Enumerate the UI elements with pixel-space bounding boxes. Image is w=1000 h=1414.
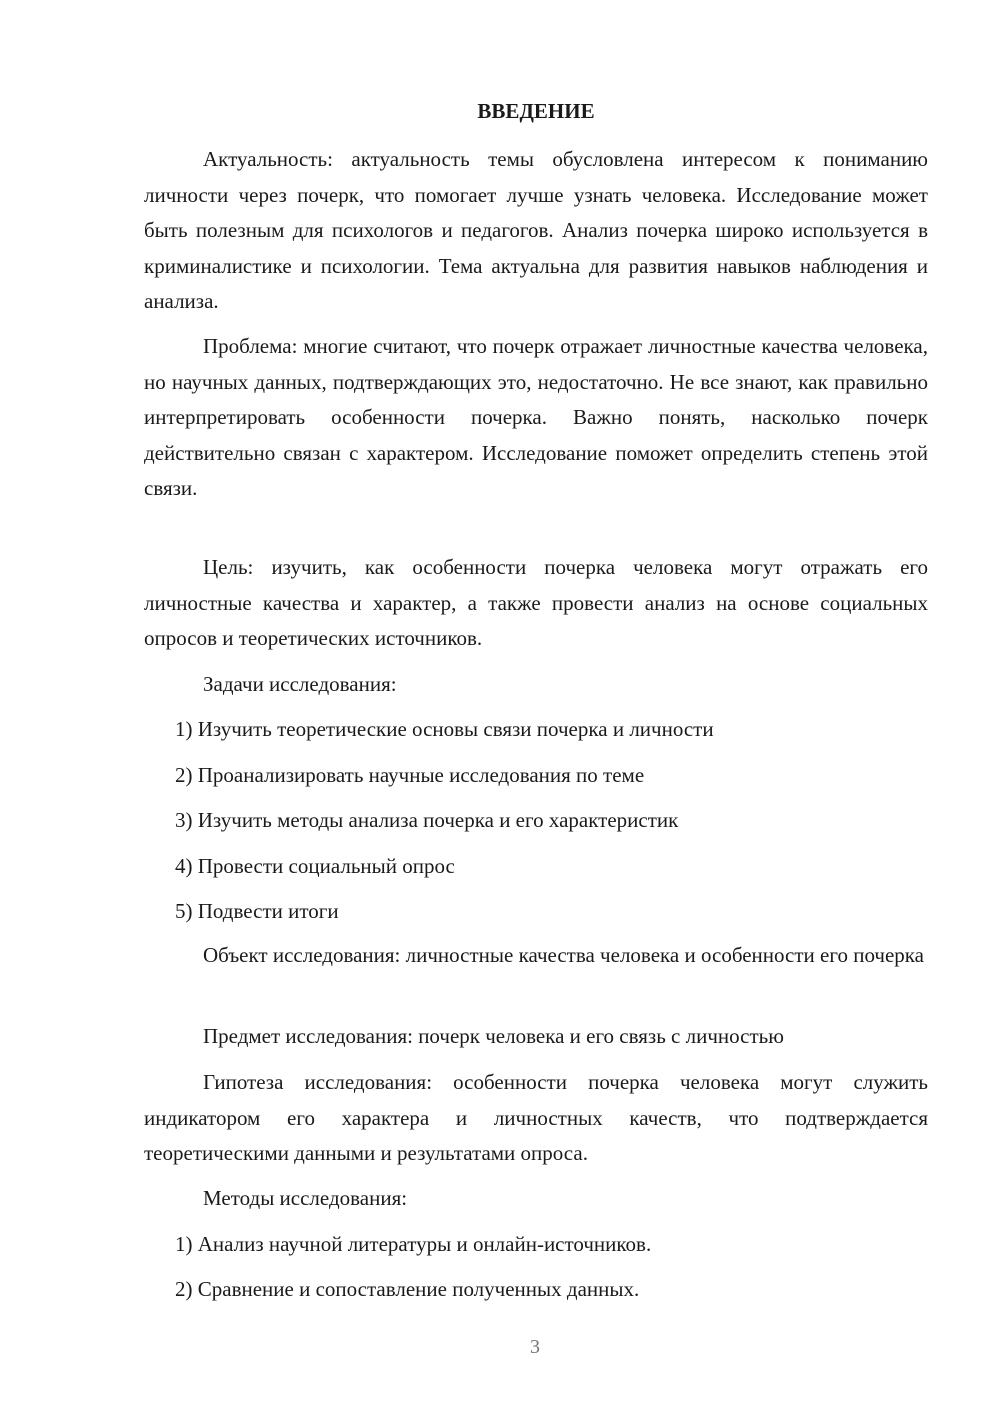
methods-heading: Методы исследования: [203,1186,408,1210]
subject-line: Предмет исследования: почерк человека и его связь с личностью [203,1024,784,1048]
task-item: 2) Проанализировать научные исследования по теме [175,763,645,787]
method-item: 2) Сравнение и сопоставление полученных данных. [175,1277,640,1301]
problem-paragraph: Проблема: многие считают, что почерк отражает личностные качества человека, но научных данных, подтверждающих это, недостаточно. Не все знают, как правильно интерпретировать особенности почерка. Важно понять, насколько почерк действительно связан с характером. Исследование поможет определить степень этой связи. [144,334,928,500]
page-title: ВВЕДЕНИЕ [477,99,595,123]
object-paragraph: Объект исследования: личностные качества человека и особенности его почерка [203,943,924,967]
goal-paragraph: Цель: изучить, как особенности почерка человека могут отражать его личностные качества и характер, а также провести анализ на основе социальных опросов и теоретических источников. [144,555,928,650]
method-item: 1) Анализ научной литературы и онлайн-источников. [175,1232,652,1256]
task-item: 3) Изучить методы анализа почерка и его характеристик [175,808,679,832]
page-number: 3 [530,1336,540,1358]
task-item: 5) Подвести итоги [175,899,339,923]
hypothesis-paragraph: Гипотеза исследования: особенности почерка человека могут служить индикатором его характера и личностных качеств, что подтверждается теоретическими данными и результатами опроса. [144,1070,928,1165]
relevance-paragraph: Актуальность: актуальность темы обусловлена интересом к пониманию личности через почерк, что помогает лучше узнать человека. Исследование может быть полезным для психологов и педагогов. Анализ почерка широко используется в криминалистике и психологии. Тема актуальна для развития навыков наблюдения и анализа. [144,147,928,313]
task-item: 4) Провести социальный опрос [175,854,455,878]
tasks-heading: Задачи исследования: [203,672,397,696]
task-item: 1) Изучить теоретические основы связи почерка и личности [175,717,714,741]
